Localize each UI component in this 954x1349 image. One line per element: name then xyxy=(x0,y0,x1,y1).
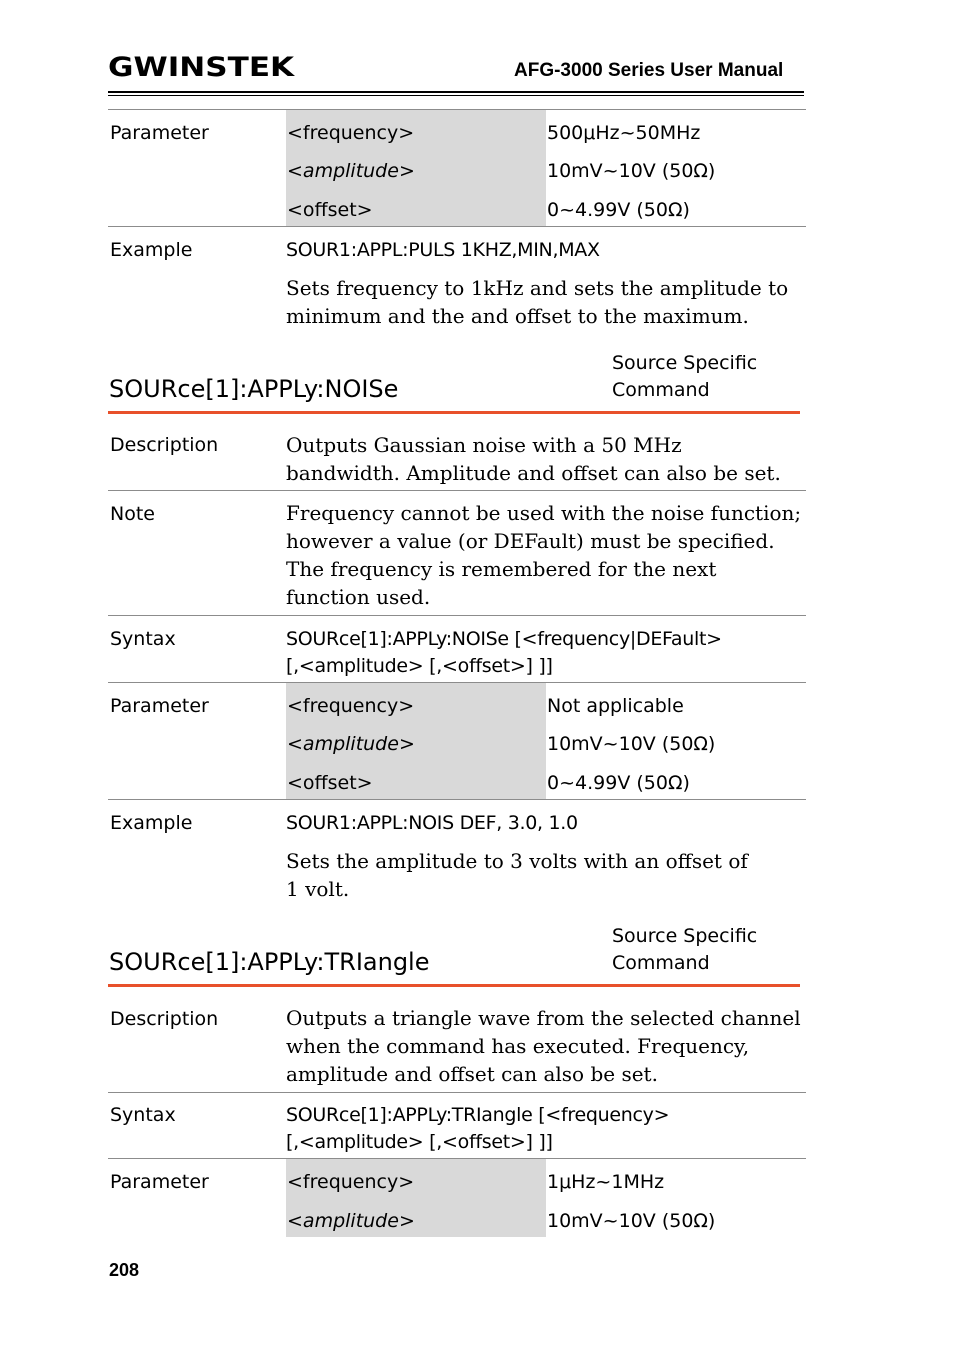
header-rule xyxy=(108,91,804,93)
param-value: Not applicable xyxy=(547,695,684,717)
note-text: Frequency cannot be used with the noise function; however a value (or DEFault) must be specified. The frequency is remembered for the next function used. xyxy=(286,501,802,609)
syntax-label: Syntax xyxy=(110,1104,176,1126)
param-name: <offset> xyxy=(287,772,373,794)
section-tag: Source Specific Command xyxy=(612,352,758,401)
param-name: <frequency> xyxy=(287,122,415,144)
param-value: 10mV~10V (50Ω) xyxy=(547,733,716,755)
section-rule xyxy=(108,411,800,414)
example-command: SOUR1:APPL:NOIS DEF, 3.0, 1.0 xyxy=(286,812,578,834)
param-name: <frequency> xyxy=(287,1171,415,1193)
example-label: Example xyxy=(110,239,193,261)
description-text: Outputs Gaussian noise with a 50 MHz bandwidth. Amplitude and offset can also be set. xyxy=(286,433,781,485)
note-label: Note xyxy=(110,503,155,525)
page-number: 208 xyxy=(109,1260,140,1280)
description-label: Description xyxy=(110,434,219,456)
description-label: Description xyxy=(110,1008,219,1030)
syntax-label: Syntax xyxy=(110,628,176,650)
param-name: <amplitude> xyxy=(287,1210,415,1232)
table-divider xyxy=(108,615,806,616)
param-value: 10mV~10V (50Ω) xyxy=(547,1210,716,1232)
table-divider xyxy=(108,799,806,800)
param-name: <amplitude> xyxy=(287,160,415,182)
manual-title: AFG-3000 Series User Manual xyxy=(514,60,784,81)
section-title: SOURce[1]:APPLy:NOISe xyxy=(109,375,399,403)
syntax-line: [,<amplitude> [,<offset>] ]] xyxy=(286,655,553,677)
parameter-label: Parameter xyxy=(110,695,209,717)
header-rule-thin xyxy=(108,95,804,96)
syntax-line: [,<amplitude> [,<offset>] ]] xyxy=(286,1131,553,1153)
param-value: 1μHz~1MHz xyxy=(547,1171,665,1193)
section-rule xyxy=(108,984,800,987)
parameter-label: Parameter xyxy=(110,122,209,144)
section-tag: Source Specific Command xyxy=(612,925,758,974)
param-name: <frequency> xyxy=(287,695,415,717)
example-label: Example xyxy=(110,812,193,834)
table-divider xyxy=(108,1092,806,1093)
brand-logo: GWINSTEK xyxy=(108,52,295,83)
param-value: 10mV~10V (50Ω) xyxy=(547,160,716,182)
table-divider xyxy=(108,490,806,491)
syntax-line: SOURce[1]:APPLy:NOISe [<frequency|DEFault> xyxy=(286,628,722,650)
section-title: SOURce[1]:APPLy:TRIangle xyxy=(109,948,430,976)
syntax-line: SOURce[1]:APPLy:TRIangle [<frequency> xyxy=(286,1104,670,1126)
parameter-label: Parameter xyxy=(110,1171,209,1193)
param-value: 0~4.99V (50Ω) xyxy=(547,199,690,221)
example-command: SOUR1:APPL:PULS 1KHZ,MIN,MAX xyxy=(286,239,600,261)
param-name: <offset> xyxy=(287,199,373,221)
description-text: Outputs a triangle wave from the selected channel when the command has executed. Frequency, amplitude and offset can also be set. xyxy=(286,1006,801,1086)
param-value: 500μHz~50MHz xyxy=(547,122,701,144)
table-divider xyxy=(108,226,806,227)
example-description: Sets frequency to 1kHz and sets the amplitude to minimum and the and offset to the maximum. xyxy=(286,276,789,328)
example-description: Sets the amplitude to 3 volts with an offset of 1 volt. xyxy=(286,849,748,901)
param-name: <amplitude> xyxy=(287,733,415,755)
param-value: 0~4.99V (50Ω) xyxy=(547,772,690,794)
